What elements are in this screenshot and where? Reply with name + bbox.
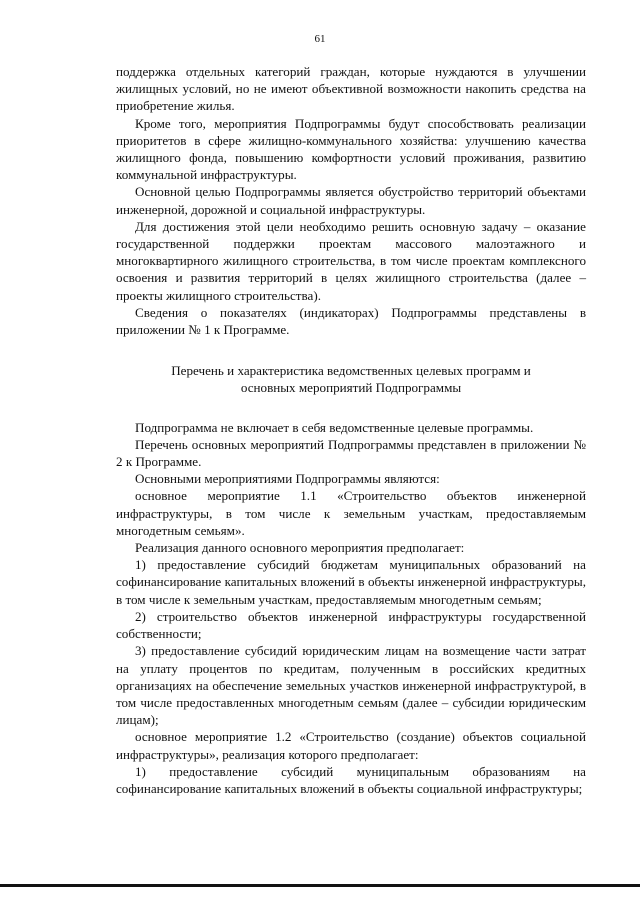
- paragraph-housing-priorities: Кроме того, мероприятия Подпрограммы будут способствовать реализации приоритетов в сфере жилищно-коммунального хозяйства: улучшению качества жилищного фонда, повышению комфортности условий проживания, развитию коммунальной инфраструктуры.: [116, 115, 586, 183]
- paragraph-support-continuation: поддержка отдельных категорий граждан, которые нуждаются в улучшении жилищных условий, но не имеют объективной возможности накопить средства на приобретение жилья.: [116, 64, 586, 114]
- page-number: 61: [314, 33, 326, 45]
- paragraph-no-departmental-programs: Подпрограмма не включает в себя ведомственные целевые программы.: [135, 419, 534, 435]
- paragraph-indicators: Сведения о показателях (индикаторах) Подпрограммы представлены в приложении № 1 к Программе.: [116, 304, 586, 338]
- paragraph-main-goal: Основной целью Подпрограммы является обустройство территорий объектами инженерной, дорожной и социальной инфраструктуры.: [116, 184, 586, 217]
- paragraph-implementation-intro: Реализация данного основного мероприятия предполагает:: [135, 540, 465, 556]
- paragraph-main-task: Для достижения этой цели необходимо решить основную задачу – оказание государственной поддержки проектам массового малоэтажного и многоквартирного жилищного строительства, в том числе проектам комплексного освоения и развития территорий в целях жилищного строительства (далее – проекты жилищного строительства).: [116, 218, 586, 303]
- list-item-social-infrastructure-subsidies: 1) предоставление субсидий муниципальным образованиям на софинансирование капитальных вложений в объекты социальной инфраструктуры;: [116, 763, 586, 796]
- paragraph-activity-1-2: основное мероприятие 1.2 «Строительство (создание) объектов социальной инфраструктуры», реализация которого предполагает:: [116, 729, 586, 762]
- bottom-rule: [0, 884, 640, 887]
- section-heading: Перечень и характеристика ведомственных целевых программ и основных мероприятий Подпрограммы: [171, 363, 531, 396]
- paragraph-activity-1-1: основное мероприятие 1.1 «Строительство объектов инженерной инфраструктуры, в том числе к земельным участкам, предоставляемым многодетным семьям».: [116, 488, 586, 538]
- list-item-state-construction: 2) строительство объектов инженерной инфраструктуры государственной собственности;: [116, 608, 586, 642]
- list-item-municipal-subsidies: 1) предоставление субсидий бюджетам муниципальных образований на софинансирование капитальных вложений в объекты инженерной инфраструктуры, в том числе к земельным участкам, предоставляемым многодетным семьям;: [116, 557, 586, 607]
- paragraph-activities-list-ref: Перечень основных мероприятий Подпрограммы представлен в приложении № 2 к Программе.: [116, 436, 586, 470]
- list-item-legal-entity-subsidies: 3) предоставление субсидий юридическим лицам на возмещение части затрат на уплату процентов по кредитам, полученным в российских кредитных организациях на обеспечение земельных участков инженерной инфраструктурой, в том числе предоставленных многодетным семьям (далее – субсидии юридическим лицам);: [116, 643, 586, 728]
- paragraph-main-activities-intro: Основными мероприятиями Подпрограммы являются:: [135, 471, 440, 487]
- document-body: [116, 63, 586, 797]
